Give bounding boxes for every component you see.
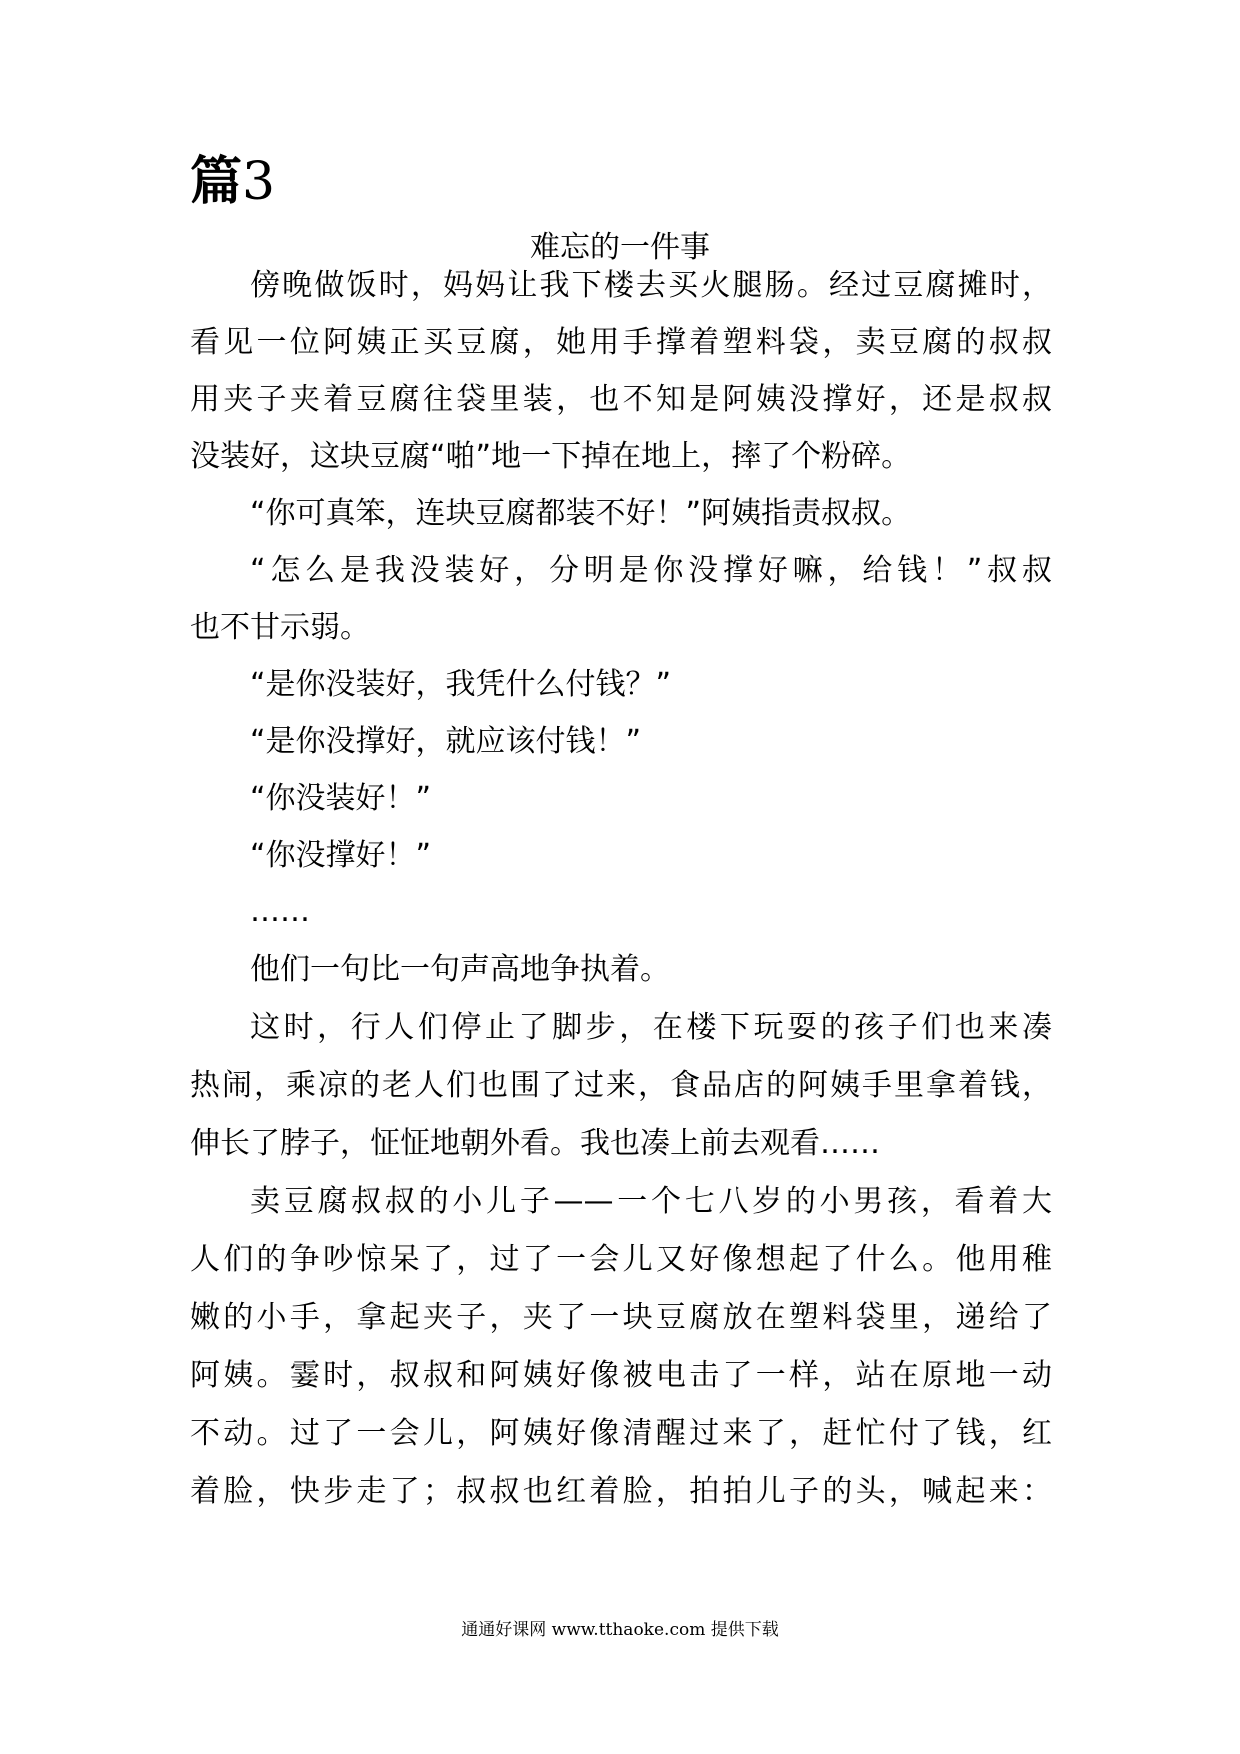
essay-title: 难忘的一件事 (530, 230, 710, 265)
text-line: 这时，行人们停止了脚步，在楼下玩耍的孩子们也来凑 (250, 1010, 1052, 1045)
text-line: 用夹子夹着豆腐往袋里装，也不知是阿姨没撑好，还是叔叔 (190, 382, 1052, 417)
text-line: “你可真笨，连块豆腐都装不好！”阿姨指责叔叔。 (250, 496, 912, 531)
text-line: “你没装好！” (250, 781, 432, 816)
section-heading (190, 150, 275, 214)
text-line: “是你没撑好，就应该付钱！” (250, 724, 642, 759)
text-line: 着脸，快步走了；叔叔也红着脸，拍拍儿子的头，喊起来： (190, 1474, 1052, 1509)
text-line: 嫩的小手，拿起夹子，夹了一块豆腐放在塑料袋里，递给了 (190, 1300, 1052, 1335)
text-line: …… (250, 894, 310, 929)
text-line: “怎么是我没装好，分明是你没撑好嘛，给钱！”叔叔 (250, 553, 1052, 588)
text-line: 没装好，这块豆腐“啪”地一下掉在地上，摔了个粉碎。 (190, 439, 912, 474)
text-line: 伸长了脖子，怔怔地朝外看。我也凑上前去观看…… (190, 1126, 880, 1161)
section-heading-label: 篇 (190, 152, 243, 212)
section-heading-number: 3 (242, 152, 276, 212)
text-line: 看见一位阿姨正买豆腐，她用手撑着塑料袋，卖豆腐的叔叔 (190, 325, 1052, 360)
text-line: 人们的争吵惊呆了，过了一会儿又好像想起了什么。他用稚 (190, 1242, 1052, 1277)
text-line: 卖豆腐叔叔的小儿子——一个七八岁的小男孩，看着大 (250, 1184, 1052, 1219)
text-line: “你没撑好！” (250, 838, 432, 873)
text-line: “是你没装好，我凭什么付钱？” (250, 667, 672, 702)
text-line: 热闹，乘凉的老人们也围了过来，食品店的阿姨手里拿着钱， (190, 1068, 1052, 1103)
text-line: 不动。过了一会儿，阿姨好像清醒过来了，赶忙付了钱，红 (190, 1416, 1052, 1451)
text-line: 也不甘示弱。 (190, 610, 370, 645)
text-line: 傍晚做饭时，妈妈让我下楼去买火腿肠。经过豆腐摊时， (250, 268, 1052, 303)
text-line: 阿姨。霎时，叔叔和阿姨好像被电击了一样，站在原地一动 (190, 1358, 1052, 1393)
page-footer: 通通好课网 www.tthaoke.com 提供下载 (461, 1620, 779, 1640)
text-line: 他们一句比一句声高地争执着。 (250, 952, 670, 987)
